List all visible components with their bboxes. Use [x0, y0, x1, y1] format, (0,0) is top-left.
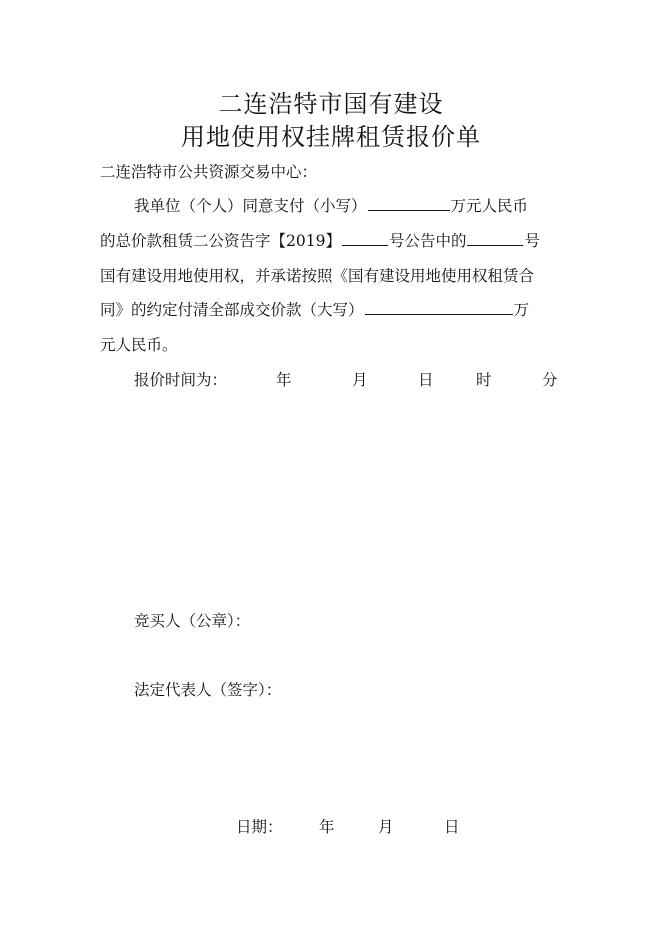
date-label: 日期： [236, 818, 283, 836]
body-line-2 [100, 229, 540, 251]
date-year: 年 [319, 818, 335, 836]
title-line-1: 二连浩特市国有建设 [218, 90, 444, 118]
legal-rep-signature-label: 法定代表人（签字）： [134, 681, 282, 699]
quote-time-minute: 分 [542, 371, 558, 389]
date-day: 日 [444, 818, 460, 836]
quote-time-label: 报价时间为： [134, 371, 228, 389]
body-text: 万 [513, 301, 530, 319]
title-line-2: 用地使用权挂牌租赁报价单 [181, 123, 481, 151]
lot-number-blank[interactable] [467, 229, 523, 246]
body-text: 号 [524, 232, 540, 250]
body-text: 同》的约定付清全部成交价款（大写） [100, 301, 364, 319]
body-line-5: 元人民币。 [100, 336, 178, 354]
body-text: 我单位（个人）同意支付（小写） [134, 197, 367, 215]
body-text: 的总价款租赁二公资告字【2019】 [100, 232, 341, 250]
addressee: 二连浩特市公共资源交易中心： [100, 163, 318, 181]
quote-time-day: 日 [418, 371, 434, 389]
amount-lowercase-blank[interactable] [368, 194, 450, 211]
date-month: 月 [378, 818, 394, 836]
quote-time-hour: 时 [476, 371, 492, 389]
body-text: 号公告中的 [388, 232, 467, 250]
body-line-4 [100, 298, 529, 320]
body-line-3: 国有建设用地使用权，并承诺按照《国有建设用地使用权租赁合 [100, 267, 535, 285]
quote-time-year: 年 [276, 371, 292, 389]
amount-uppercase-blank[interactable] [365, 298, 513, 315]
announcement-number-blank[interactable] [342, 229, 388, 246]
body-line-1 [134, 194, 528, 216]
quote-time-month: 月 [352, 371, 368, 389]
body-text: 万元人民币 [450, 197, 529, 215]
bidder-seal-label: 竞买人（公章）： [134, 612, 251, 630]
